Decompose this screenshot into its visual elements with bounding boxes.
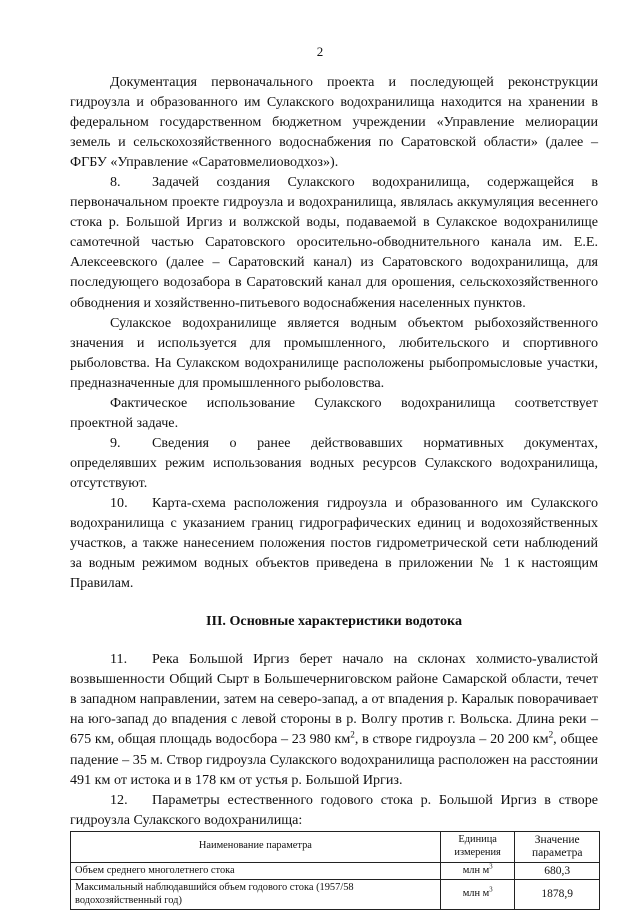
unit-text: млн м — [462, 864, 490, 876]
superscript: 2 — [350, 729, 355, 740]
cell-name: Максимальный наблюдавшийся объем годового стока (1957/58 водохозяйственный год) — [71, 880, 441, 910]
paragraph-12 — [70, 790, 598, 830]
cell-unit — [440, 862, 515, 880]
paragraph-fishery: Сулакское водохранилище является водным объектом рыбохозяйственного значения и используется для промышленного, любительского и спортивного рыболовства. На Сулакском водохранилище расположены рыбопромысловые участки, предназначенные для промышленного рыболовства. — [70, 314, 598, 391]
paragraph-9 — [70, 433, 598, 493]
cell-value: 1878,9 — [515, 880, 600, 910]
superscript: 3 — [489, 863, 493, 871]
paragraph-text: Задачей создания Сулакского водохранилища, содержащейся в первоначальном проекте гидроузла и водохранилища, являлась аккумуляция весеннего стока р. Большой Иргиз и волжской воды, подаваемой в Сулакское водохранилище самотечной частью Саратовского оросительно-обводнительного канала им. Е.Е. Алексеевского (далее – Саратовский канал) из Саратовского водохранилища, для последующего водозабора в Саратовский канал для орошения, сельскохозяйственного обводнения и хозяйственно-питьевого водоснабжения населенных пунктов. — [70, 174, 598, 311]
paragraph-10 — [70, 493, 598, 593]
cell-name: Объем среднего многолетнего стока — [71, 862, 441, 880]
paragraph-text: , в створе гидроузла – 20 200 км — [354, 731, 549, 748]
unit-text: млн м — [462, 888, 490, 900]
paragraph-text: Параметры естественного годового стока р. Большой Иргиз в створе гидроузла Сулакского водохранилища: — [70, 791, 598, 828]
paragraph-number: 8. — [110, 174, 121, 191]
paragraph-text: Река Большой Иргиз берет начало на склонах холмисто-увалистой возвышенности Общий Сырт в Большечерниговском районе Самарской области, течет в западном направлении, затем на северо-запад, а от впадения р. Каралык поворачивает на юго-запад до впадения с левой стороны в р. Волгу против г. Вольска. Длина реки – 675 км, общая площадь водосбора – 23 980 км — [70, 651, 598, 748]
table-row — [71, 862, 600, 880]
parameters-table — [70, 831, 600, 910]
paragraph-text: Карта-схема расположения гидроузла и образованного им Сулакского водохранилища с указанием границ гидрографических единиц и водохозяйственных участков, а также нанесением положения постов гидрометрической сети наблюдений за водным режимом водных объектов приведена в приложении № 1 к настоящим Правилам. — [70, 494, 598, 592]
table-row — [71, 880, 600, 910]
paragraph-number: 10. — [110, 494, 128, 511]
paragraph-number: 12. — [110, 791, 128, 808]
superscript: 2 — [548, 729, 554, 740]
header-name: Наименование параметра — [71, 831, 441, 862]
document-body — [70, 72, 598, 910]
paragraph-text: , общее падение – 35 м. Створ гидроузла Сулакского водохранилища расположен на расстоянии 491 км от истока и в 178 км от устья р. Большой Иргиз. — [70, 731, 598, 788]
table-header-row — [71, 831, 600, 862]
paragraph-8 — [70, 172, 598, 312]
cell-unit — [440, 880, 515, 910]
section-heading: III. Основные характеристики водотока — [205, 613, 463, 630]
paragraph-documentation: Документация первоначального проекта и последующей реконструкции гидроузла и образованного им Сулакского водохранилища находится на хранении в федеральном государственном бюджетном учреждении «Управление мелиорации земель и сельскохозяйственного водоснабжения по Саратовской области» (далее – ФГБУ «Управление «Саратовмелиоводхоз»). — [70, 74, 598, 171]
paragraph-actual-use: Фактическое использование Сулакского водохранилища соответствует проектной задаче. — [70, 394, 598, 431]
paragraph-11 — [70, 649, 598, 789]
header-value: Значение параметра — [515, 831, 600, 862]
page-number: 2 — [316, 44, 324, 59]
header-unit: Единица измерения — [440, 831, 515, 862]
paragraph-text: Сведения о ранее действовавших нормативных документах, определявших режим использования водных ресурсов Сулакского водохранилища, отсутствуют. — [70, 434, 598, 491]
paragraph-number: 9. — [110, 434, 121, 451]
paragraph-number: 11. — [110, 651, 128, 668]
superscript: 3 — [489, 886, 493, 894]
cell-value: 680,3 — [515, 862, 600, 880]
